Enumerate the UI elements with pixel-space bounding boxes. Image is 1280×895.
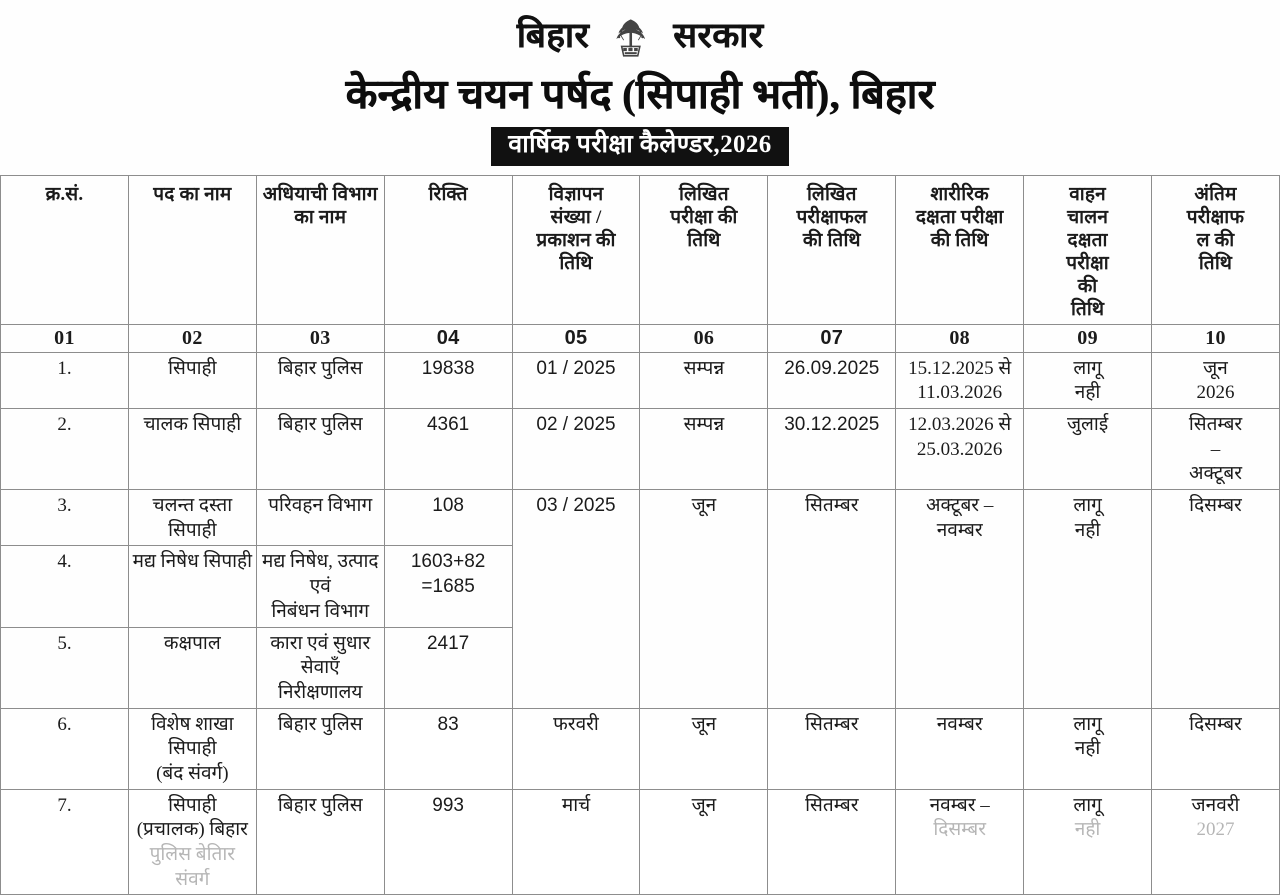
cell-serial: 1. xyxy=(1,352,129,408)
table-row xyxy=(1,352,1280,408)
cell-post-name: सिपाही (प्रचालक) बिहार पुलिस बेतिार संवर्ग xyxy=(128,789,256,895)
cell-driving-test: लागू नही xyxy=(1024,490,1152,709)
cell-written-result: सितम्बर xyxy=(768,789,896,895)
col-number-04: 04 xyxy=(384,324,512,352)
cell-department: बिहार पुलिस xyxy=(256,789,384,895)
cell-vacancy: 993 xyxy=(384,789,512,895)
col-header-written-exam-date: लिखित परीक्षा की तिथि xyxy=(640,175,768,324)
col-number-10: 10 xyxy=(1152,324,1280,352)
cell-final-result: जून 2026 xyxy=(1152,352,1280,408)
cell-serial: 7. xyxy=(1,789,129,895)
cell-driving-test: जुलाई xyxy=(1024,409,1152,490)
col-header-vacancy: रिक्ति xyxy=(384,175,512,324)
cell-department: बिहार पुलिस xyxy=(256,409,384,490)
cell-vacancy: 2417 xyxy=(384,627,512,708)
table-row xyxy=(1,789,1280,895)
cell-advert: 01 / 2025 xyxy=(512,352,640,408)
cell-vacancy: 108 xyxy=(384,490,512,546)
col-number-07: 07 xyxy=(768,324,896,352)
calendar-subtitle-badge: वार्षिक परीक्षा कैलेण्डर,2026 xyxy=(491,127,788,165)
cell-vacancy: 1603+82 =1685 xyxy=(384,546,512,627)
col-header-post-name: पद का नाम xyxy=(128,175,256,324)
cell-driving-test: लागू नही xyxy=(1024,352,1152,408)
cell-advert: 03 / 2025 xyxy=(512,490,640,709)
bihar-government-tree-emblem-icon xyxy=(605,9,657,61)
cell-written-result: सितम्बर xyxy=(768,490,896,709)
cell-post-name: सिपाही xyxy=(128,352,256,408)
col-number-01: 01 xyxy=(1,324,129,352)
cell-post-name: चालक सिपाही xyxy=(128,409,256,490)
cell-physical-test: 12.03.2026 से 25.03.2026 xyxy=(896,409,1024,490)
cell-physical-test: 15.12.2025 से 11.03.2026 xyxy=(896,352,1024,408)
cell-final-result: दिसम्बर xyxy=(1152,708,1280,789)
cell-vacancy: 19838 xyxy=(384,352,512,408)
cell-department: परिवहन विभाग xyxy=(256,490,384,546)
cell-physical-test: अक्टूबर – नवम्बर xyxy=(896,490,1024,709)
cell-serial: 2. xyxy=(1,409,129,490)
calendar-band-container xyxy=(0,127,1280,165)
exam-calendar-table xyxy=(0,175,1280,895)
table-header-row xyxy=(1,175,1280,324)
col-header-advert-number: विज्ञापन संख्या / प्रकाशन की तिथि xyxy=(512,175,640,324)
cell-final-result: सितम्बर – अक्टूबर xyxy=(1152,409,1280,490)
cell-final-result: दिसम्बर xyxy=(1152,490,1280,709)
table-row xyxy=(1,409,1280,490)
cell-advert: फरवरी xyxy=(512,708,640,789)
col-number-02: 02 xyxy=(128,324,256,352)
cell-serial: 6. xyxy=(1,708,129,789)
col-number-09: 09 xyxy=(1024,324,1152,352)
cell-post-name: कक्षपाल xyxy=(128,627,256,708)
cell-physical-test: नवम्बर – दिसम्बर xyxy=(896,789,1024,895)
col-number-05: 05 xyxy=(512,324,640,352)
cell-vacancy: 83 xyxy=(384,708,512,789)
cell-serial: 4. xyxy=(1,546,129,627)
cell-written-result: 26.09.2025 xyxy=(768,352,896,408)
col-number-03: 03 xyxy=(256,324,384,352)
cell-written-exam: जून xyxy=(640,708,768,789)
col-number-06: 06 xyxy=(640,324,768,352)
cell-written-exam: सम्पन्न xyxy=(640,352,768,408)
page-title: केन्द्रीय चयन पर्षद (सिपाही भर्ती), बिहार xyxy=(345,71,935,117)
col-header-department: अधियाची विभाग का नाम xyxy=(256,175,384,324)
col-header-serial: क्र.सं. xyxy=(1,175,129,324)
cell-written-exam: जून xyxy=(640,789,768,895)
cell-post-name: विशेष शाखा सिपाही (बंद संवर्ग) xyxy=(128,708,256,789)
cell-advert: मार्च xyxy=(512,789,640,895)
col-number-08: 08 xyxy=(896,324,1024,352)
cell-written-result: 30.12.2025 xyxy=(768,409,896,490)
exam-calendar-table-container xyxy=(0,175,1280,895)
masthead xyxy=(0,0,1280,166)
govt-word-left: बिहार xyxy=(516,15,590,55)
cell-driving-test: लागू नही xyxy=(1024,708,1152,789)
table-row xyxy=(1,708,1280,789)
cell-post-name: चलन्त दस्ता सिपाही xyxy=(128,490,256,546)
cell-serial: 3. xyxy=(1,490,129,546)
cell-department: मद्य निषेध, उत्पाद एवं निबंधन विभाग xyxy=(256,546,384,627)
govt-word-right: सरकार xyxy=(673,15,764,55)
col-header-physical-test-date: शारीरिक दक्षता परीक्षा की तिथि xyxy=(896,175,1024,324)
cell-post-name: मद्य निषेध सिपाही xyxy=(128,546,256,627)
government-header-line xyxy=(0,6,1280,64)
cell-written-exam: सम्पन्न xyxy=(640,409,768,490)
cell-department: कारा एवं सुधार सेवाएँ निरीक्षणालय xyxy=(256,627,384,708)
cell-vacancy: 4361 xyxy=(384,409,512,490)
cell-final-result: जनवरी 2027 xyxy=(1152,789,1280,895)
cell-written-exam: जून xyxy=(640,490,768,709)
cell-advert: 02 / 2025 xyxy=(512,409,640,490)
col-header-driving-test-date: वाहन चालन दक्षता परीक्षा की तिथि xyxy=(1024,175,1152,324)
column-number-row xyxy=(1,324,1280,352)
cell-department: बिहार पुलिस xyxy=(256,352,384,408)
cell-department: बिहार पुलिस xyxy=(256,708,384,789)
col-header-written-result-date: लिखित परीक्षाफल की तिथि xyxy=(768,175,896,324)
cell-written-result: सितम्बर xyxy=(768,708,896,789)
cell-physical-test: नवम्बर xyxy=(896,708,1024,789)
cell-serial: 5. xyxy=(1,627,129,708)
cell-driving-test: लागू नही xyxy=(1024,789,1152,895)
table-row xyxy=(1,490,1280,546)
col-header-final-result-date: अंतिम परीक्षाफ ल की तिथि xyxy=(1152,175,1280,324)
